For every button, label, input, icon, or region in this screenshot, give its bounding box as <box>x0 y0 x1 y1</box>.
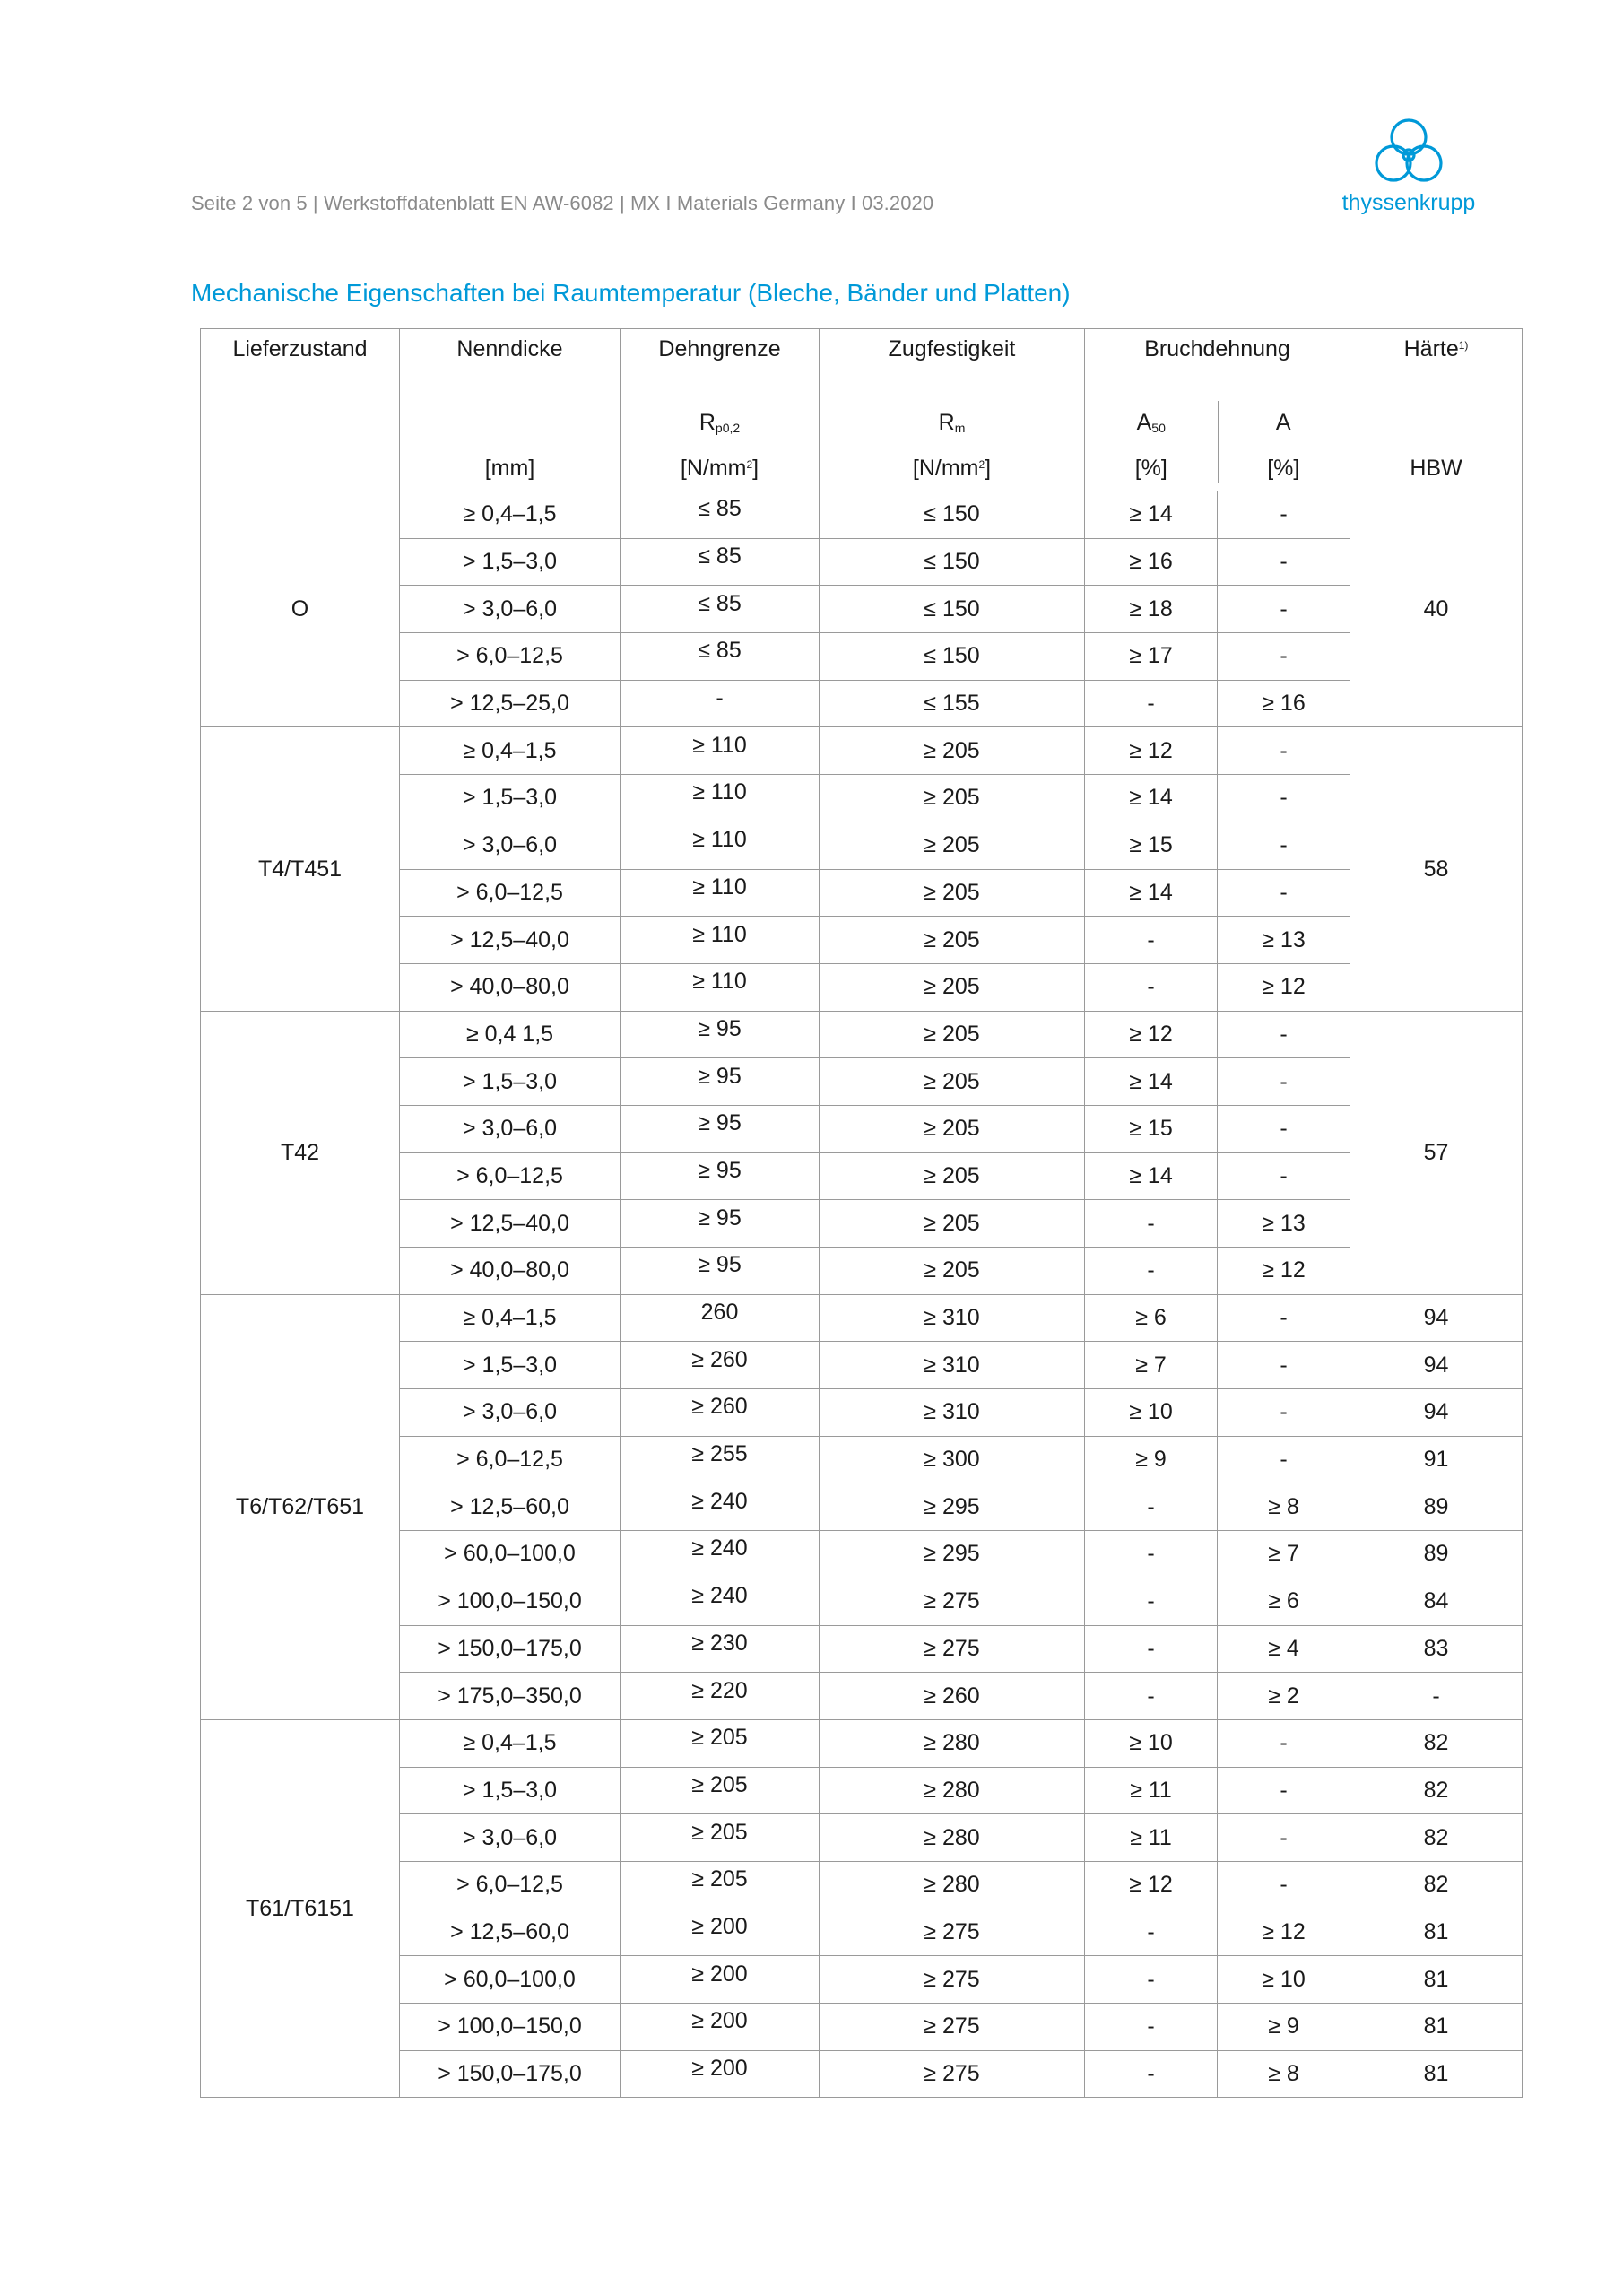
cell-a50: ≥ 6 <box>1085 1294 1218 1342</box>
table-row <box>201 1436 1523 1483</box>
col-header-lieferzustand: Lieferzustand <box>201 329 400 491</box>
cell-a50: ≥ 16 <box>1085 538 1218 586</box>
cell-a50: ≥ 7 <box>1085 1342 1218 1389</box>
table-row <box>201 1719 1523 1767</box>
cell-zugfestigkeit: ≤ 150 <box>820 586 1085 633</box>
cell-haerte: 58 <box>1350 727 1523 1011</box>
cell-dehngrenze: ≥ 205 <box>621 1861 820 1909</box>
cell-a: - <box>1218 491 1350 539</box>
cell-nenndicke: ≥ 0,4–1,5 <box>400 1719 621 1767</box>
cell-a50: ≥ 11 <box>1085 1767 1218 1814</box>
cell-a50: - <box>1085 1956 1218 2004</box>
cell-zugfestigkeit: ≥ 205 <box>820 917 1085 964</box>
cell-a50: - <box>1085 1483 1218 1531</box>
cell-a50: ≥ 11 <box>1085 1814 1218 1862</box>
cell-nenndicke: > 3,0–6,0 <box>400 1814 621 1862</box>
cell-haerte: 89 <box>1350 1531 1523 1578</box>
table-row <box>201 491 1523 539</box>
cell-nenndicke: > 12,5–40,0 <box>400 1200 621 1248</box>
cell-a50: ≥ 18 <box>1085 586 1218 633</box>
cell-a: ≥ 13 <box>1218 1200 1350 1248</box>
cell-a: - <box>1218 1861 1350 1909</box>
page-header: Seite 2 von 5 | Werkstoffdatenblatt EN AW-6082 | MX I Materials Germany I 03.2020 <box>191 192 934 214</box>
cell-haerte: 82 <box>1350 1814 1523 1862</box>
cell-nenndicke: > 60,0–100,0 <box>400 1956 621 2004</box>
cell-a: ≥ 16 <box>1218 680 1350 727</box>
cell-a50: ≥ 14 <box>1085 869 1218 917</box>
cell-nenndicke: > 6,0–12,5 <box>400 1152 621 1200</box>
cell-zugfestigkeit: ≥ 310 <box>820 1294 1085 1342</box>
table-body <box>201 491 1523 2098</box>
cell-a50: - <box>1085 1673 1218 1720</box>
cell-dehngrenze: ≥ 95 <box>621 1152 820 1200</box>
zugfestigkeit-unit: $[N/mm^2]$ <box>912 456 992 481</box>
cell-a50: ≥ 12 <box>1085 1861 1218 1909</box>
cell-dehngrenze: ≥ 95 <box>621 1248 820 1295</box>
cell-a50: - <box>1085 1578 1218 1625</box>
table-row <box>201 1814 1523 1862</box>
cell-a: - <box>1218 822 1350 869</box>
cell-a: ≥ 12 <box>1218 1909 1350 1956</box>
cell-zugfestigkeit: ≥ 275 <box>820 1625 1085 1673</box>
cell-zugfestigkeit: ≥ 205 <box>820 1200 1085 1248</box>
cell-a: ≥ 7 <box>1218 1531 1350 1578</box>
cell-zugfestigkeit: ≥ 275 <box>820 1956 1085 2004</box>
cell-lieferzustand: O <box>201 491 400 727</box>
cell-haerte: 91 <box>1350 1436 1523 1483</box>
cell-nenndicke: ≥ 0,4–1,5 <box>400 491 621 539</box>
cell-a: ≥ 8 <box>1218 2050 1350 2098</box>
subheader-a: A [%] <box>1267 410 1300 481</box>
cell-a50: ≥ 14 <box>1085 1058 1218 1106</box>
table-row <box>201 1105 1523 1152</box>
cell-nenndicke: > 3,0–6,0 <box>400 822 621 869</box>
table-row <box>201 1625 1523 1673</box>
col-header-haerte: Härte$^{1)}$ HBW <box>1350 329 1523 491</box>
cell-zugfestigkeit: ≥ 205 <box>820 1011 1085 1058</box>
cell-a50: ≥ 15 <box>1085 1105 1218 1152</box>
cell-dehngrenze: ≤ 85 <box>621 538 820 586</box>
cell-dehngrenze: ≤ 85 <box>621 491 820 539</box>
table-row <box>201 727 1523 775</box>
col-header-bruchdehnung: Bruchdehnung $A_{50}$ [%] A [%] <box>1085 329 1350 491</box>
cell-zugfestigkeit: ≥ 205 <box>820 1058 1085 1106</box>
thyssenkrupp-logo <box>1332 117 1485 224</box>
cell-a: - <box>1218 1719 1350 1767</box>
cell-a50: ≥ 15 <box>1085 822 1218 869</box>
cell-haerte: - <box>1350 1673 1523 1720</box>
cell-a: ≥ 8 <box>1218 1483 1350 1531</box>
cell-a: ≥ 4 <box>1218 1625 1350 1673</box>
cell-zugfestigkeit: ≤ 150 <box>820 538 1085 586</box>
cell-dehngrenze: ≥ 240 <box>621 1578 820 1625</box>
cell-a50: ≥ 14 <box>1085 1152 1218 1200</box>
cell-haerte: 84 <box>1350 1578 1523 1625</box>
table-row <box>201 1152 1523 1200</box>
mechanical-properties-table <box>200 328 1523 2098</box>
cell-a: - <box>1218 775 1350 822</box>
table-row <box>201 917 1523 964</box>
cell-a: - <box>1218 1342 1350 1389</box>
cell-zugfestigkeit: ≥ 205 <box>820 1152 1085 1200</box>
cell-a50: ≥ 10 <box>1085 1389 1218 1437</box>
cell-a: ≥ 12 <box>1218 963 1350 1011</box>
cell-zugfestigkeit: ≥ 310 <box>820 1389 1085 1437</box>
cell-dehngrenze: ≥ 95 <box>621 1058 820 1106</box>
cell-a: - <box>1218 1058 1350 1106</box>
cell-a: - <box>1218 633 1350 681</box>
cell-dehngrenze: ≥ 95 <box>621 1011 820 1058</box>
col-header-zugfestigkeit: Zugfestigkeit $R_m$ $[N/mm^2]$ <box>820 329 1085 491</box>
cell-a50: ≥ 12 <box>1085 727 1218 775</box>
cell-nenndicke: ≥ 0,4–1,5 <box>400 1294 621 1342</box>
cell-nenndicke: > 40,0–80,0 <box>400 1248 621 1295</box>
rm-symbol: $R_m$ <box>938 410 966 435</box>
cell-dehngrenze: - <box>621 680 820 727</box>
table-row <box>201 2004 1523 2051</box>
cell-a50: ≥ 14 <box>1085 491 1218 539</box>
cell-haerte: 94 <box>1350 1294 1523 1342</box>
cell-dehngrenze: ≥ 200 <box>621 1909 820 1956</box>
cell-a50: - <box>1085 2050 1218 2098</box>
cell-nenndicke: > 12,5–25,0 <box>400 680 621 727</box>
cell-a: - <box>1218 1814 1350 1862</box>
cell-a50: - <box>1085 1531 1218 1578</box>
table-row <box>201 538 1523 586</box>
cell-dehngrenze: 260 <box>621 1294 820 1342</box>
cell-nenndicke: > 3,0–6,0 <box>400 1389 621 1437</box>
cell-zugfestigkeit: ≥ 300 <box>820 1436 1085 1483</box>
cell-nenndicke: > 100,0–150,0 <box>400 1578 621 1625</box>
cell-a: - <box>1218 1767 1350 1814</box>
cell-haerte: 83 <box>1350 1625 1523 1673</box>
table-row <box>201 1342 1523 1389</box>
cell-haerte: 82 <box>1350 1861 1523 1909</box>
cell-a50: - <box>1085 963 1218 1011</box>
cell-nenndicke: > 1,5–3,0 <box>400 775 621 822</box>
table-row <box>201 2050 1523 2098</box>
table-row <box>201 1389 1523 1437</box>
cell-dehngrenze: ≥ 205 <box>621 1719 820 1767</box>
cell-dehngrenze: ≥ 220 <box>621 1673 820 1720</box>
cell-nenndicke: > 1,5–3,0 <box>400 538 621 586</box>
cell-dehngrenze: ≥ 240 <box>621 1483 820 1531</box>
logo-wordmark: thyssenkrupp <box>1341 190 1476 215</box>
cell-a50: - <box>1085 1248 1218 1295</box>
cell-a: - <box>1218 1152 1350 1200</box>
cell-haerte: 81 <box>1350 2050 1523 2098</box>
cell-nenndicke: > 6,0–12,5 <box>400 1861 621 1909</box>
table-row <box>201 963 1523 1011</box>
cell-a: - <box>1218 1011 1350 1058</box>
cell-a: - <box>1218 869 1350 917</box>
cell-nenndicke: ≥ 0,4 1,5 <box>400 1011 621 1058</box>
table-row <box>201 1294 1523 1342</box>
cell-nenndicke: > 175,0–350,0 <box>400 1673 621 1720</box>
table-header-row <box>201 329 1523 491</box>
cell-dehngrenze: ≥ 255 <box>621 1436 820 1483</box>
cell-a50: - <box>1085 1909 1218 1956</box>
table-row <box>201 1578 1523 1625</box>
cell-zugfestigkeit: ≥ 205 <box>820 822 1085 869</box>
table-row <box>201 1011 1523 1058</box>
cell-a: - <box>1218 1389 1350 1437</box>
rp02-symbol: $R_{p0,2}$ <box>699 410 741 435</box>
cell-dehngrenze: ≥ 110 <box>621 775 820 822</box>
cell-nenndicke: > 12,5–60,0 <box>400 1909 621 1956</box>
cell-lieferzustand: T42 <box>201 1011 400 1294</box>
table-row <box>201 822 1523 869</box>
cell-dehngrenze: ≥ 260 <box>621 1342 820 1389</box>
cell-dehngrenze: ≥ 110 <box>621 727 820 775</box>
cell-a: ≥ 9 <box>1218 2004 1350 2051</box>
cell-dehngrenze: ≥ 200 <box>621 2004 820 2051</box>
table-row <box>201 1956 1523 2004</box>
cell-a: ≥ 12 <box>1218 1248 1350 1295</box>
cell-haerte: 94 <box>1350 1389 1523 1437</box>
cell-zugfestigkeit: ≤ 150 <box>820 633 1085 681</box>
cell-a: - <box>1218 727 1350 775</box>
cell-nenndicke: > 150,0–175,0 <box>400 2050 621 2098</box>
cell-nenndicke: > 1,5–3,0 <box>400 1342 621 1389</box>
cell-dehngrenze: ≥ 110 <box>621 963 820 1011</box>
cell-a: - <box>1218 586 1350 633</box>
cell-a: - <box>1218 1436 1350 1483</box>
cell-zugfestigkeit: ≥ 310 <box>820 1342 1085 1389</box>
cell-nenndicke: > 12,5–40,0 <box>400 917 621 964</box>
cell-nenndicke: > 40,0–80,0 <box>400 963 621 1011</box>
cell-lieferzustand: T61/T6151 <box>201 1719 400 2098</box>
cell-a50: - <box>1085 680 1218 727</box>
cell-nenndicke: > 6,0–12,5 <box>400 1436 621 1483</box>
cell-dehngrenze: ≥ 95 <box>621 1105 820 1152</box>
cell-a50: - <box>1085 1625 1218 1673</box>
cell-nenndicke: > 12,5–60,0 <box>400 1483 621 1531</box>
cell-a50: ≥ 17 <box>1085 633 1218 681</box>
cell-zugfestigkeit: ≥ 275 <box>820 1909 1085 1956</box>
cell-lieferzustand: T4/T451 <box>201 727 400 1011</box>
cell-zugfestigkeit: ≥ 205 <box>820 1105 1085 1152</box>
table-row <box>201 1909 1523 1956</box>
cell-a50: - <box>1085 2004 1218 2051</box>
cell-zugfestigkeit: ≥ 280 <box>820 1719 1085 1767</box>
cell-a50: ≥ 10 <box>1085 1719 1218 1767</box>
cell-a50: ≥ 9 <box>1085 1436 1218 1483</box>
cell-nenndicke: > 150,0–175,0 <box>400 1625 621 1673</box>
cell-dehngrenze: ≥ 205 <box>621 1814 820 1862</box>
cell-zugfestigkeit: ≥ 280 <box>820 1814 1085 1862</box>
cell-dehngrenze: ≥ 95 <box>621 1200 820 1248</box>
cell-dehngrenze: ≥ 230 <box>621 1625 820 1673</box>
cell-lieferzustand: T6/T62/T651 <box>201 1294 400 1719</box>
cell-zugfestigkeit: ≥ 295 <box>820 1531 1085 1578</box>
cell-dehngrenze: ≥ 110 <box>621 917 820 964</box>
cell-a: ≥ 2 <box>1218 1673 1350 1720</box>
table-row <box>201 1248 1523 1295</box>
cell-zugfestigkeit: ≥ 205 <box>820 1248 1085 1295</box>
cell-haerte: 40 <box>1350 491 1523 727</box>
cell-nenndicke: ≥ 0,4–1,5 <box>400 727 621 775</box>
cell-a: - <box>1218 538 1350 586</box>
section-title: Mechanische Eigenschaften bei Raumtemperatur (Bleche, Bänder und Platten) <box>191 279 1071 307</box>
cell-haerte: 81 <box>1350 1956 1523 2004</box>
cell-zugfestigkeit: ≥ 205 <box>820 727 1085 775</box>
cell-haerte: 81 <box>1350 1909 1523 1956</box>
table-row <box>201 633 1523 681</box>
table-row <box>201 1861 1523 1909</box>
cell-nenndicke: > 3,0–6,0 <box>400 1105 621 1152</box>
cell-a: ≥ 6 <box>1218 1578 1350 1625</box>
cell-zugfestigkeit: ≥ 275 <box>820 2004 1085 2051</box>
table-row <box>201 775 1523 822</box>
cell-haerte: 94 <box>1350 1342 1523 1389</box>
cell-a: ≥ 13 <box>1218 917 1350 964</box>
table-row <box>201 1531 1523 1578</box>
cell-a50: - <box>1085 1200 1218 1248</box>
cell-dehngrenze: ≥ 110 <box>621 869 820 917</box>
table-row <box>201 869 1523 917</box>
cell-a: - <box>1218 1105 1350 1152</box>
cell-zugfestigkeit: ≥ 275 <box>820 2050 1085 2098</box>
cell-zugfestigkeit: ≥ 275 <box>820 1578 1085 1625</box>
cell-haerte: 81 <box>1350 2004 1523 2051</box>
table-row <box>201 1200 1523 1248</box>
table-row <box>201 1673 1523 1720</box>
cell-zugfestigkeit: ≥ 295 <box>820 1483 1085 1531</box>
cell-dehngrenze: ≥ 200 <box>621 1956 820 2004</box>
cell-nenndicke: > 100,0–150,0 <box>400 2004 621 2051</box>
cell-zugfestigkeit: ≤ 150 <box>820 491 1085 539</box>
cell-a: ≥ 10 <box>1218 1956 1350 2004</box>
cell-dehngrenze: ≥ 200 <box>621 2050 820 2098</box>
cell-a50: - <box>1085 917 1218 964</box>
cell-dehngrenze: ≤ 85 <box>621 633 820 681</box>
cell-nenndicke: > 3,0–6,0 <box>400 586 621 633</box>
cell-zugfestigkeit: ≥ 260 <box>820 1673 1085 1720</box>
cell-zugfestigkeit: ≥ 280 <box>820 1767 1085 1814</box>
cell-dehngrenze: ≤ 85 <box>621 586 820 633</box>
col-header-nenndicke: Nenndicke [mm] <box>400 329 621 491</box>
thyssenkrupp-logo-icon <box>1368 117 1449 187</box>
cell-nenndicke: > 6,0–12,5 <box>400 869 621 917</box>
table-row <box>201 1767 1523 1814</box>
cell-a: - <box>1218 1294 1350 1342</box>
subheader-a50: $A_{50}$ [%] <box>1085 401 1219 483</box>
cell-nenndicke: > 1,5–3,0 <box>400 1058 621 1106</box>
cell-zugfestigkeit: ≥ 280 <box>820 1861 1085 1909</box>
cell-a50: ≥ 14 <box>1085 775 1218 822</box>
nenndicke-unit: [mm] <box>484 456 535 481</box>
cell-a50: ≥ 12 <box>1085 1011 1218 1058</box>
table-row <box>201 1483 1523 1531</box>
cell-zugfestigkeit: ≤ 155 <box>820 680 1085 727</box>
cell-dehngrenze: ≥ 240 <box>621 1531 820 1578</box>
cell-haerte: 89 <box>1350 1483 1523 1531</box>
cell-haerte: 82 <box>1350 1719 1523 1767</box>
cell-dehngrenze: ≥ 260 <box>621 1389 820 1437</box>
table-row <box>201 680 1523 727</box>
col-header-dehngrenze: Dehngrenze $R_{p0,2}$ $[N/mm^2]$ <box>621 329 820 491</box>
cell-nenndicke: > 6,0–12,5 <box>400 633 621 681</box>
cell-nenndicke: > 60,0–100,0 <box>400 1531 621 1578</box>
table-row <box>201 1058 1523 1106</box>
cell-zugfestigkeit: ≥ 205 <box>820 963 1085 1011</box>
haerte-unit: HBW <box>1410 456 1462 481</box>
cell-zugfestigkeit: ≥ 205 <box>820 869 1085 917</box>
table-row <box>201 586 1523 633</box>
cell-nenndicke: > 1,5–3,0 <box>400 1767 621 1814</box>
cell-haerte: 82 <box>1350 1767 1523 1814</box>
dehngrenze-unit: $[N/mm^2]$ <box>680 456 759 481</box>
cell-dehngrenze: ≥ 205 <box>621 1767 820 1814</box>
cell-haerte: 57 <box>1350 1011 1523 1294</box>
cell-dehngrenze: ≥ 110 <box>621 822 820 869</box>
cell-zugfestigkeit: ≥ 205 <box>820 775 1085 822</box>
